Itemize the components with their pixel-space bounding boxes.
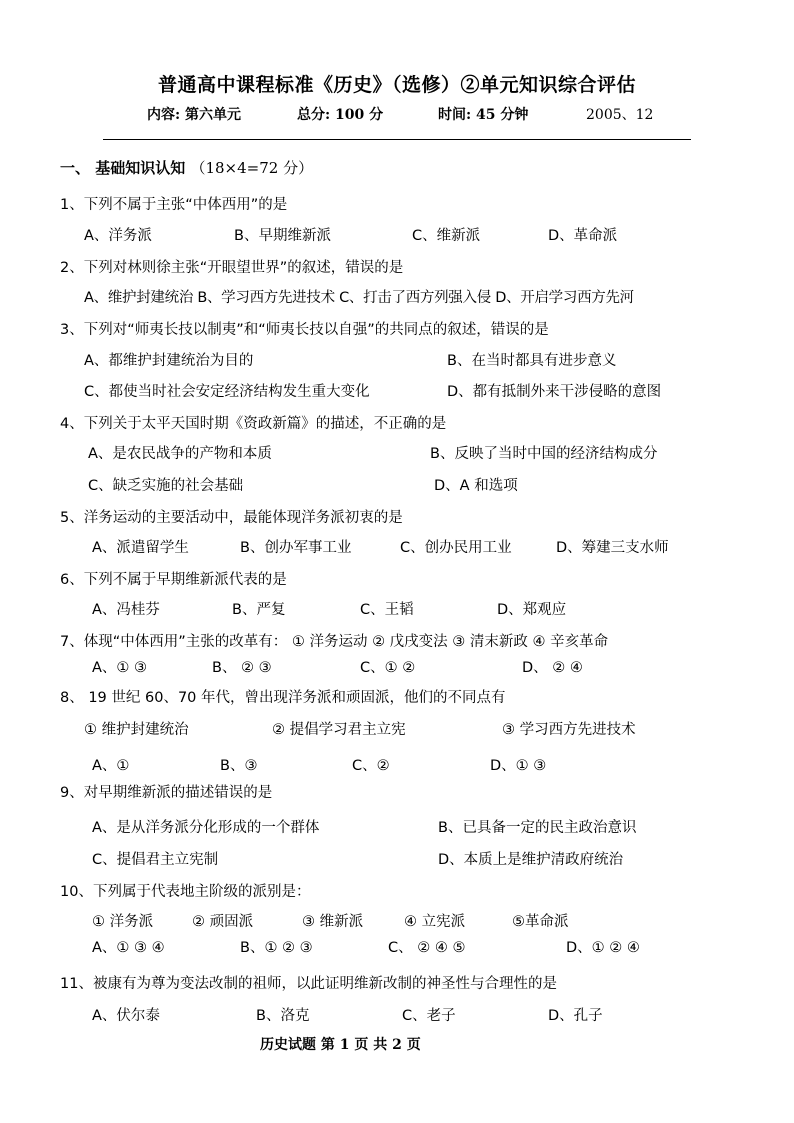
q8-option-c: C、② [352,758,390,774]
page-title: 普通高中课程标准《历史》（选修）②单元知识综合评估 [157,74,636,96]
q8-statement-2: ② 提倡学习君主立宪 [272,722,406,738]
q11-option-c: C、老子 [402,1008,456,1024]
q8-option-a: A、① [92,758,130,774]
section-heading [60,157,313,178]
q7-option-d: D、 ② ④ [522,660,583,676]
question-11: 11、被康有为尊为变法改制的祖师，以此证明维新改制的神圣性与合理性的是 [60,976,557,992]
q6-option-d: D、郑观应 [497,602,567,618]
q4-option-c: C、缺乏实施的社会基础 [88,478,244,494]
q6-option-a: A、冯桂芬 [92,602,160,618]
q1-option-c: C、维新派 [412,228,481,244]
q9-option-c: C、提倡君主立宪制 [92,852,219,868]
total-score: 总分: 100 分 [297,107,384,123]
q9-option-b: B、已具备一定的民主政治意识 [438,820,637,836]
q1-option-a: A、洋务派 [84,228,152,244]
q1-option-d: D、革命派 [548,228,618,244]
section-title: 一、 基础知识认知 [60,159,186,177]
q6-option-b: B、严复 [232,602,286,618]
q10-item-2: ② 顽固派 [192,914,254,930]
exam-date: 2005、12 [586,107,654,123]
q3-option-b: B、在当时都具有进步意义 [447,353,617,369]
question-1: 1、下列不属于主张“中体西用”的是 [60,197,288,213]
q10-item-5: ⑤革命派 [512,914,569,930]
q11-option-b: B、洛克 [256,1008,310,1024]
q3-option-a: A、都维护封建统治为目的 [84,353,254,369]
time-limit: 时间: 45 分钟 [438,107,529,123]
q11-option-d: D、孔子 [548,1008,603,1024]
page-footer: 历史试题 第 1 页 共 2 页 [260,1037,421,1053]
q7-option-b: B、 ② ③ [212,660,272,676]
q10-option-c: C、 ② ④ ⑤ [388,940,466,956]
question-9: 9、对早期维新派的描述错误的是 [60,785,273,801]
q9-option-d: D、本质上是维护清政府统治 [438,852,624,868]
q10-item-3: ③ 维新派 [302,914,364,930]
q7-option-c: C、① ② [360,660,416,676]
q8-option-d: D、① ③ [490,758,547,774]
q6-option-c: C、王韬 [360,602,414,618]
question-2: 2、下列对林则徐主张“开眼望世界”的叙述，错误的是 [60,260,404,276]
question-6: 6、下列不属于早期维新派代表的是 [60,572,287,588]
question-7: 7、体现“中体西用”主张的改革有： ① 洋务运动 ② 戊戌变法 ③ 清末新政 ④ 辛亥革命 [60,634,609,650]
q4-option-d: D、A 和选项 [434,478,518,494]
q2-options: A、维护封建统治 B、学习西方先进技术 C、打击了西方列强入侵 D、开启学习西方先河 [84,290,634,306]
q10-item-4: ④ 立宪派 [404,914,466,930]
section-score: （18×4=72 分） [190,159,314,177]
q4-option-b: B、反映了当时中国的经济结构成分 [430,446,658,462]
q5-option-d: D、筹建三支水师 [556,540,669,556]
q11-option-a: A、伏尔泰 [92,1008,160,1024]
q9-option-a: A、是从洋务派分化形成的一个群体 [92,820,320,836]
q10-item-1: ① 洋务派 [92,914,154,930]
q10-option-a: A、① ③ ④ [92,940,165,956]
q5-option-b: B、创办军事工业 [240,540,352,556]
q8-statement-3: ③ 学习西方先进技术 [502,722,636,738]
q1-option-b: B、早期维新派 [234,228,331,244]
question-5: 5、洋务运动的主要活动中，最能体现洋务派初衷的是 [60,510,403,526]
header-rule [103,139,691,140]
q8-option-b: B、③ [220,758,258,774]
question-3: 3、下列对“师夷长技以制夷”和“师夷长技以自强”的共同点的叙述，错误的是 [60,322,549,338]
question-8: 8、 19 世纪 60、70 年代，曾出现洋务派和顽固派，他们的不同点有 [60,690,506,706]
q4-option-a: A、是农民战争的产物和本质 [88,446,272,462]
q3-option-c: C、都使当时社会安定经济结构发生重大变化 [84,384,370,400]
question-4: 4、下列关于太平天国时期《资政新篇》的描述，不正确的是 [60,416,447,432]
q5-option-a: A、派遣留学生 [92,540,189,556]
q7-option-a: A、① ③ [92,660,148,676]
q10-option-d: D、① ② ④ [566,940,640,956]
q3-option-d: D、都有抵制外来干涉侵略的意图 [447,384,662,400]
content-info: 内容: 第六单元 [147,107,242,123]
q8-statement-1: ① 维护封建统治 [84,722,189,738]
q5-option-c: C、创办民用工业 [400,540,512,556]
q10-option-b: B、① ② ③ [240,940,313,956]
question-10: 10、下列属于代表地主阶级的派别是： [60,884,311,900]
